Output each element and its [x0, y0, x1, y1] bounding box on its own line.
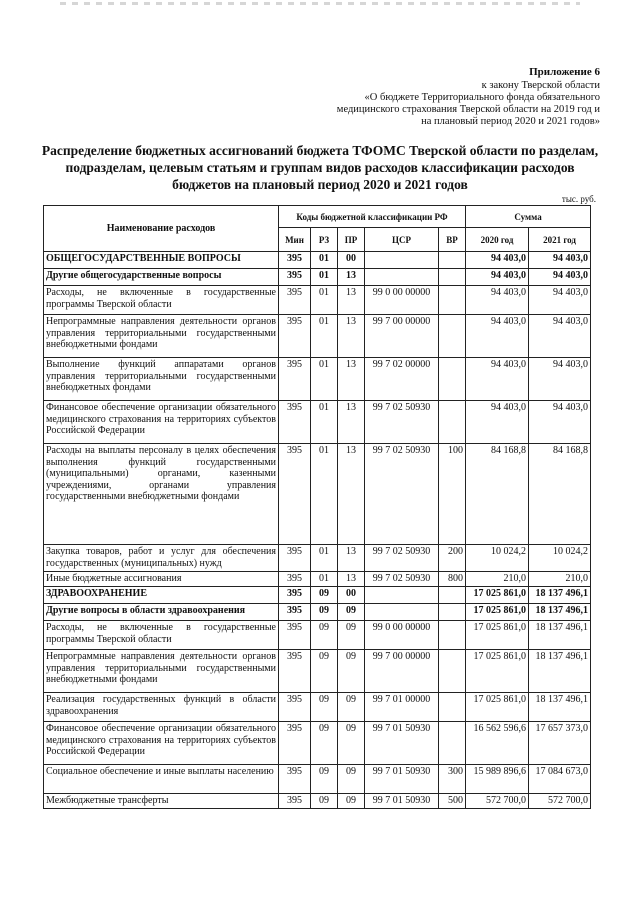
- cell-rz: 09: [311, 604, 338, 621]
- cell-y2021: 94 403,0: [529, 315, 591, 358]
- cell-y2020: 17 025 861,0: [466, 650, 529, 693]
- appendix-number: Приложение 6: [529, 66, 600, 78]
- cell-y2020: 210,0: [466, 572, 529, 587]
- cell-rz: 09: [311, 650, 338, 693]
- table-row: [44, 572, 591, 587]
- col-header-rz: РЗ: [311, 228, 338, 252]
- cell-vr: [439, 621, 466, 650]
- cell-pr: 09: [338, 650, 365, 693]
- cell-rz: 09: [311, 587, 338, 604]
- budget-table: [43, 205, 591, 809]
- cell-pr: 09: [338, 765, 365, 794]
- cell-rz: 09: [311, 765, 338, 794]
- cell-rz: 01: [311, 401, 338, 444]
- cell-name: Расходы, не включенные в государственные программы Тверской области: [44, 286, 279, 315]
- cell-name: Реализация государственных функций в области здравоохранения: [44, 693, 279, 722]
- cell-y2021: 17 084 673,0: [529, 765, 591, 794]
- cell-vr: [439, 693, 466, 722]
- cell-min: 395: [279, 765, 311, 794]
- cell-name: Другие вопросы в области здравоохранения: [44, 604, 279, 621]
- cell-y2021: 84 168,8: [529, 444, 591, 545]
- cell-y2021: 94 403,0: [529, 286, 591, 315]
- cell-pr: 09: [338, 794, 365, 809]
- cell-name: Расходы, не включенные в государственные программы Тверской области: [44, 621, 279, 650]
- cell-csr: [365, 587, 439, 604]
- cell-min: 395: [279, 693, 311, 722]
- cell-rz: 01: [311, 444, 338, 545]
- cell-y2020: 94 403,0: [466, 286, 529, 315]
- cell-min: 395: [279, 252, 311, 269]
- cell-rz: 01: [311, 269, 338, 286]
- table-row: [44, 650, 591, 693]
- cell-csr: [365, 604, 439, 621]
- cell-pr: 00: [338, 587, 365, 604]
- cell-min: 395: [279, 269, 311, 286]
- cell-csr: [365, 269, 439, 286]
- cell-rz: 09: [311, 794, 338, 809]
- cell-pr: 13: [338, 286, 365, 315]
- cell-y2020: 94 403,0: [466, 401, 529, 444]
- units-label: тыс. руб.: [561, 194, 596, 204]
- appendix-header: [270, 66, 600, 128]
- table-row: [44, 315, 591, 358]
- table-row: [44, 693, 591, 722]
- cell-y2020: 17 025 861,0: [466, 621, 529, 650]
- col-header-sum: Сумма: [466, 206, 591, 228]
- cell-name: Межбюджетные трансферты: [44, 794, 279, 809]
- table-row: [44, 401, 591, 444]
- cell-vr: [439, 252, 466, 269]
- cell-vr: 800: [439, 572, 466, 587]
- cell-y2021: 18 137 496,1: [529, 621, 591, 650]
- col-header-name: Наименование расходов: [44, 206, 279, 252]
- cell-vr: 500: [439, 794, 466, 809]
- cell-csr: 99 0 00 00000: [365, 621, 439, 650]
- table-row: [44, 252, 591, 269]
- cell-pr: 13: [338, 545, 365, 572]
- cell-y2021: 94 403,0: [529, 252, 591, 269]
- col-header-vr: ВР: [439, 228, 466, 252]
- cell-csr: 99 7 00 00000: [365, 650, 439, 693]
- cell-csr: 99 7 02 00000: [365, 358, 439, 401]
- cell-pr: 09: [338, 621, 365, 650]
- appendix-line: «О бюджете Территориального фонда обязательного: [364, 92, 600, 103]
- cell-vr: [439, 604, 466, 621]
- table-row: [44, 765, 591, 794]
- cell-pr: 13: [338, 315, 365, 358]
- cell-y2020: 94 403,0: [466, 358, 529, 401]
- cell-csr: 99 0 00 00000: [365, 286, 439, 315]
- table-row: [44, 794, 591, 809]
- cell-min: 395: [279, 604, 311, 621]
- cell-name: ЗДРАВООХРАНЕНИЕ: [44, 587, 279, 604]
- cell-pr: 00: [338, 252, 365, 269]
- cell-rz: 01: [311, 572, 338, 587]
- cell-csr: 99 7 02 50930: [365, 545, 439, 572]
- cell-y2020: 17 025 861,0: [466, 604, 529, 621]
- cell-name: Иные бюджетные ассигнования: [44, 572, 279, 587]
- cell-y2020: 94 403,0: [466, 252, 529, 269]
- cell-pr: 13: [338, 269, 365, 286]
- cell-y2020: 10 024,2: [466, 545, 529, 572]
- cell-rz: 01: [311, 252, 338, 269]
- cell-vr: 100: [439, 444, 466, 545]
- col-header-codes: Коды бюджетной классификации РФ: [279, 206, 466, 228]
- cell-y2021: 94 403,0: [529, 358, 591, 401]
- cell-y2021: 18 137 496,1: [529, 587, 591, 604]
- cell-y2020: 84 168,8: [466, 444, 529, 545]
- cell-csr: 99 7 00 00000: [365, 315, 439, 358]
- table-row: [44, 587, 591, 604]
- cell-csr: 99 7 01 00000: [365, 693, 439, 722]
- appendix-line: к закону Тверской области: [481, 80, 600, 91]
- col-header-2020: 2020 год: [466, 228, 529, 252]
- cell-rz: 01: [311, 315, 338, 358]
- cell-min: 395: [279, 572, 311, 587]
- cell-rz: 01: [311, 358, 338, 401]
- cell-min: 395: [279, 358, 311, 401]
- cell-y2021: 94 403,0: [529, 401, 591, 444]
- cell-min: 395: [279, 794, 311, 809]
- table-row: [44, 444, 591, 545]
- cell-name: Социальное обеспечение и иные выплаты населению: [44, 765, 279, 794]
- cell-pr: 13: [338, 444, 365, 545]
- cell-min: 395: [279, 286, 311, 315]
- cell-pr: 13: [338, 401, 365, 444]
- table-row: [44, 269, 591, 286]
- cell-vr: [439, 587, 466, 604]
- cell-vr: [439, 269, 466, 286]
- cell-pr: 09: [338, 693, 365, 722]
- cell-min: 395: [279, 587, 311, 604]
- cell-y2021: 18 137 496,1: [529, 693, 591, 722]
- cell-csr: [365, 252, 439, 269]
- cell-y2021: 94 403,0: [529, 269, 591, 286]
- cell-csr: 99 7 02 50930: [365, 401, 439, 444]
- cell-name: Выполнение функций аппаратами органов управления территориальными государственными внебюджетных фондами: [44, 358, 279, 401]
- cell-name: Закупка товаров, работ и услуг для обеспечения государственных (муниципальных) нужд: [44, 545, 279, 572]
- cell-vr: [439, 286, 466, 315]
- cell-rz: 01: [311, 286, 338, 315]
- cell-name: ОБЩЕГОСУДАРСТВЕННЫЕ ВОПРОСЫ: [44, 252, 279, 269]
- cell-y2020: 17 025 861,0: [466, 587, 529, 604]
- cell-y2020: 16 562 596,6: [466, 722, 529, 765]
- cell-y2021: 210,0: [529, 572, 591, 587]
- col-header-2021: 2021 год: [529, 228, 591, 252]
- appendix-line: на плановый период 2020 и 2021 годов»: [421, 116, 600, 127]
- cell-min: 395: [279, 444, 311, 545]
- cell-csr: 99 7 01 50930: [365, 722, 439, 765]
- cell-name: Непрограммные направления деятельности органов управления территориальными государственными внебюджетными фондами: [44, 315, 279, 358]
- cell-pr: 13: [338, 358, 365, 401]
- cell-vr: [439, 401, 466, 444]
- col-header-csr: ЦСР: [365, 228, 439, 252]
- cell-pr: 09: [338, 604, 365, 621]
- cell-y2021: 10 024,2: [529, 545, 591, 572]
- cell-vr: [439, 315, 466, 358]
- cell-y2020: 94 403,0: [466, 269, 529, 286]
- scan-artifact: [60, 2, 580, 5]
- cell-rz: 09: [311, 693, 338, 722]
- cell-csr: 99 7 02 50930: [365, 572, 439, 587]
- table-row: [44, 545, 591, 572]
- cell-y2020: 15 989 896,6: [466, 765, 529, 794]
- cell-name: Финансовое обеспечение организации обязательного медицинского страхования на территориях субъектов Российской Федерации: [44, 401, 279, 444]
- cell-pr: 09: [338, 722, 365, 765]
- cell-rz: 09: [311, 621, 338, 650]
- cell-min: 395: [279, 650, 311, 693]
- cell-vr: [439, 650, 466, 693]
- cell-min: 395: [279, 315, 311, 358]
- table-row: [44, 604, 591, 621]
- cell-min: 395: [279, 621, 311, 650]
- cell-min: 395: [279, 545, 311, 572]
- cell-name: Расходы на выплаты персоналу в целях обеспечения выполнения функций государственными (муниципальными) органами, казенными учреждениями, органами управления государственными внебюджетными фондами: [44, 444, 279, 545]
- table-row: [44, 621, 591, 650]
- cell-rz: 01: [311, 545, 338, 572]
- cell-rz: 09: [311, 722, 338, 765]
- cell-vr: 200: [439, 545, 466, 572]
- cell-csr: 99 7 01 50930: [365, 765, 439, 794]
- cell-min: 395: [279, 401, 311, 444]
- cell-y2020: 17 025 861,0: [466, 693, 529, 722]
- cell-y2020: 94 403,0: [466, 315, 529, 358]
- cell-pr: 13: [338, 572, 365, 587]
- cell-y2020: 572 700,0: [466, 794, 529, 809]
- cell-y2021: 18 137 496,1: [529, 650, 591, 693]
- table-row: [44, 286, 591, 315]
- cell-csr: 99 7 01 50930: [365, 794, 439, 809]
- document-title: Распределение бюджетных ассигнований бюджета ТФОМС Тверской области по разделам, подразделам, целевым статьям и группам видов расходов классификации расходов бюджетов на плановый период 2020 и 2021 годов: [41, 143, 599, 192]
- table-body: [44, 252, 591, 809]
- cell-vr: [439, 722, 466, 765]
- cell-name: Финансовое обеспечение организации обязательного медицинского страхования на территориях субъектов Российской Федерации: [44, 722, 279, 765]
- col-header-pr: ПР: [338, 228, 365, 252]
- appendix-line: медицинского страхования Тверской области на 2019 год и: [336, 104, 600, 115]
- table-row: [44, 722, 591, 765]
- cell-y2021: 17 657 373,0: [529, 722, 591, 765]
- cell-csr: 99 7 02 50930: [365, 444, 439, 545]
- table-row: [44, 358, 591, 401]
- col-header-min: Мин: [279, 228, 311, 252]
- cell-vr: [439, 358, 466, 401]
- cell-name: Другие общегосударственные вопросы: [44, 269, 279, 286]
- cell-y2021: 572 700,0: [529, 794, 591, 809]
- cell-y2021: 18 137 496,1: [529, 604, 591, 621]
- cell-vr: 300: [439, 765, 466, 794]
- cell-min: 395: [279, 722, 311, 765]
- cell-name: Непрограммные направления деятельности органов управления территориальными государственными внебюджетными фондами: [44, 650, 279, 693]
